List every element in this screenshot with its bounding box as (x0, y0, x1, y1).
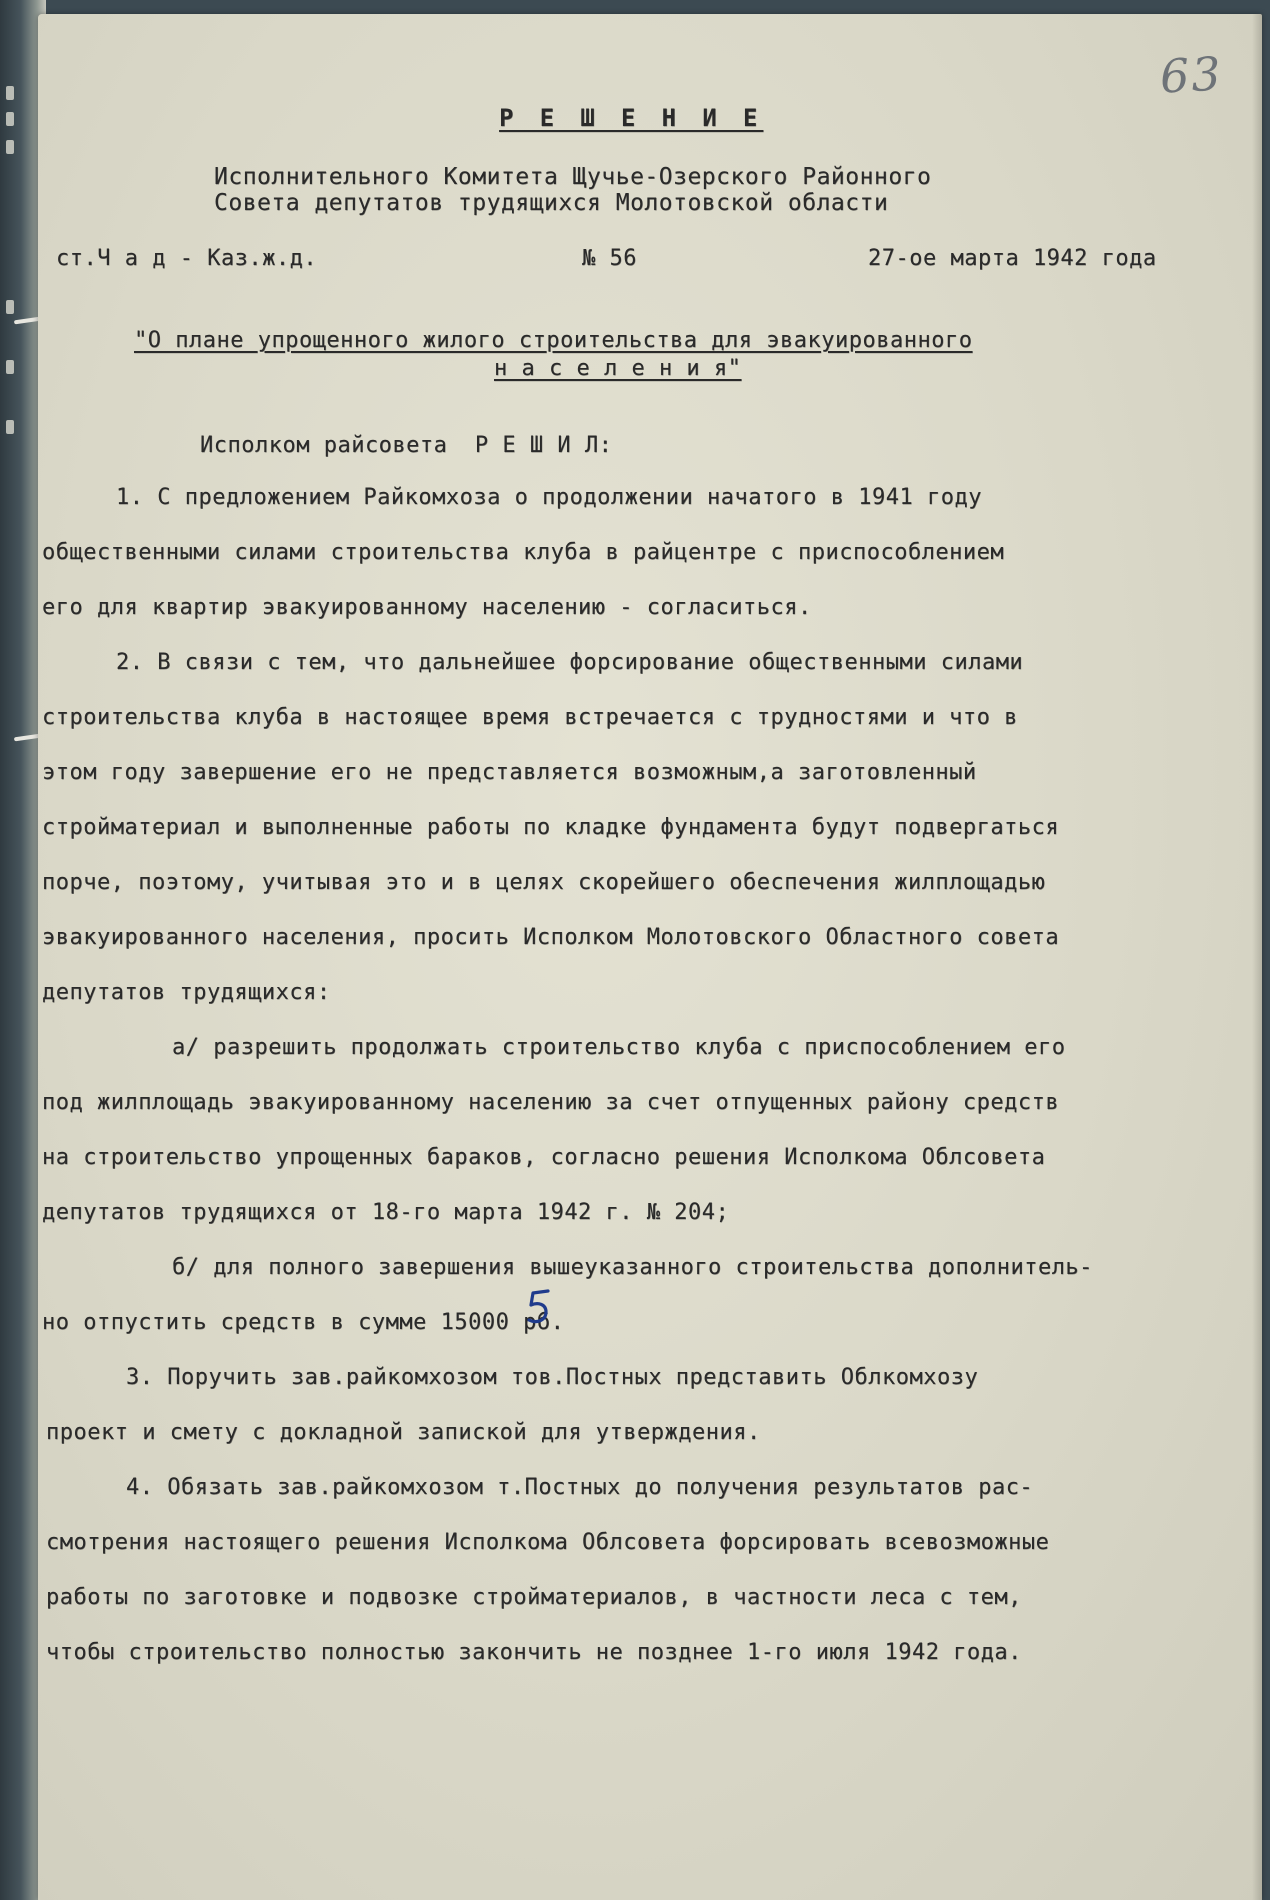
document-date: 27-ое марта 1942 года (868, 246, 1157, 271)
document-title: Р Е Ш Е Н И Е (499, 104, 764, 132)
document-number: № 56 (582, 246, 637, 271)
binding-mark (6, 300, 14, 314)
handwritten-correction-mark (524, 1287, 554, 1327)
body-line: порче, поэтому, учитывая это и в целях скорейшего обеспечения жилплощадью (42, 870, 1046, 895)
binding-mark (6, 86, 14, 100)
body-line: депутатов трудящихся: (42, 980, 331, 1005)
body-line: его для квартир эвакуированному населению - согласиться. (42, 595, 812, 620)
binding-mark (6, 420, 14, 434)
body-line: проект и смету с докладной запиской для утверждения. (46, 1420, 761, 1445)
body-line: эвакуированного населения, просить Исполком Молотовского Областного совета (42, 925, 1060, 950)
body-line: но отпустить средств в сумме 15000 рб. (42, 1310, 565, 1335)
body-line: общественными силами строительства клуба в райцентре с приспособлением (42, 540, 1005, 565)
body-line: депутатов трудящихся от 18-го марта 1942 г. № 204; (42, 1200, 730, 1225)
document-place: ст.Ч а д - Каз.ж.д. (56, 246, 318, 271)
body-line: строительства клуба в настоящее время встречается с трудностями и что в (42, 705, 1018, 730)
document-sheet (38, 14, 1262, 1900)
body-line: чтобы строительство полностью закончить не позднее 1-го июля 1942 года. (46, 1640, 1022, 1665)
body-line: стройматериал и выполненные работы по кладке фундамента будут подвергаться (42, 815, 1060, 840)
sheet-shadow-edge (1252, 14, 1262, 1900)
subject-line-2: н а с е л е н и я" (494, 356, 742, 381)
subject-line-1: "О плане упрощенного жилого строительства для эвакуированного (134, 328, 973, 353)
binding-mark (6, 140, 14, 154)
body-line: на строительство упрощенных бараков, согласно решения Исполкома Облсовета (42, 1145, 1046, 1170)
body-line: 4. Обязать зав.райкомхозом т.Постных до получения результатов рас- (126, 1475, 1034, 1500)
body-line: 1. С предложением Райкомхоза о продолжении начатого в 1941 году (116, 485, 982, 510)
body-line: работы по заготовке и подвозке стройматериалов, в частности леса с тем, (46, 1585, 1022, 1610)
body-line: под жилплощадь эвакуированному населению за счет отпущенных району средств (42, 1090, 1060, 1115)
binding-mark (6, 360, 14, 374)
body-line: этом году завершение его не представляется возможным,а заготовленный (42, 760, 977, 785)
body-line: 3. Поручить зав.райкомхозом тов.Постных представить Облкомхозу (126, 1365, 979, 1390)
issuer-line-2: Совета депутатов трудящихся Молотовской области (214, 190, 889, 216)
issuer-line-1: Исполнительного Комитета Щучье-Озерского Районного (214, 164, 932, 190)
body-line: а/ разрешить продолжать строительство клуба с приспособлением его (172, 1035, 1066, 1060)
body-line: б/ для полного завершения вышеуказанного строительства дополнитель- (172, 1255, 1093, 1280)
body-line: смотрения настоящего решения Исполкома Облсовета форсировать всевозможные (46, 1530, 1050, 1555)
resolution-preamble: Исполком райсовета Р Е Ш И Л: (200, 433, 613, 458)
body-line: 2. В связи с тем, что дальнейшее форсирование общественными силами (116, 650, 1024, 675)
folio-number: 63 (1158, 46, 1224, 104)
